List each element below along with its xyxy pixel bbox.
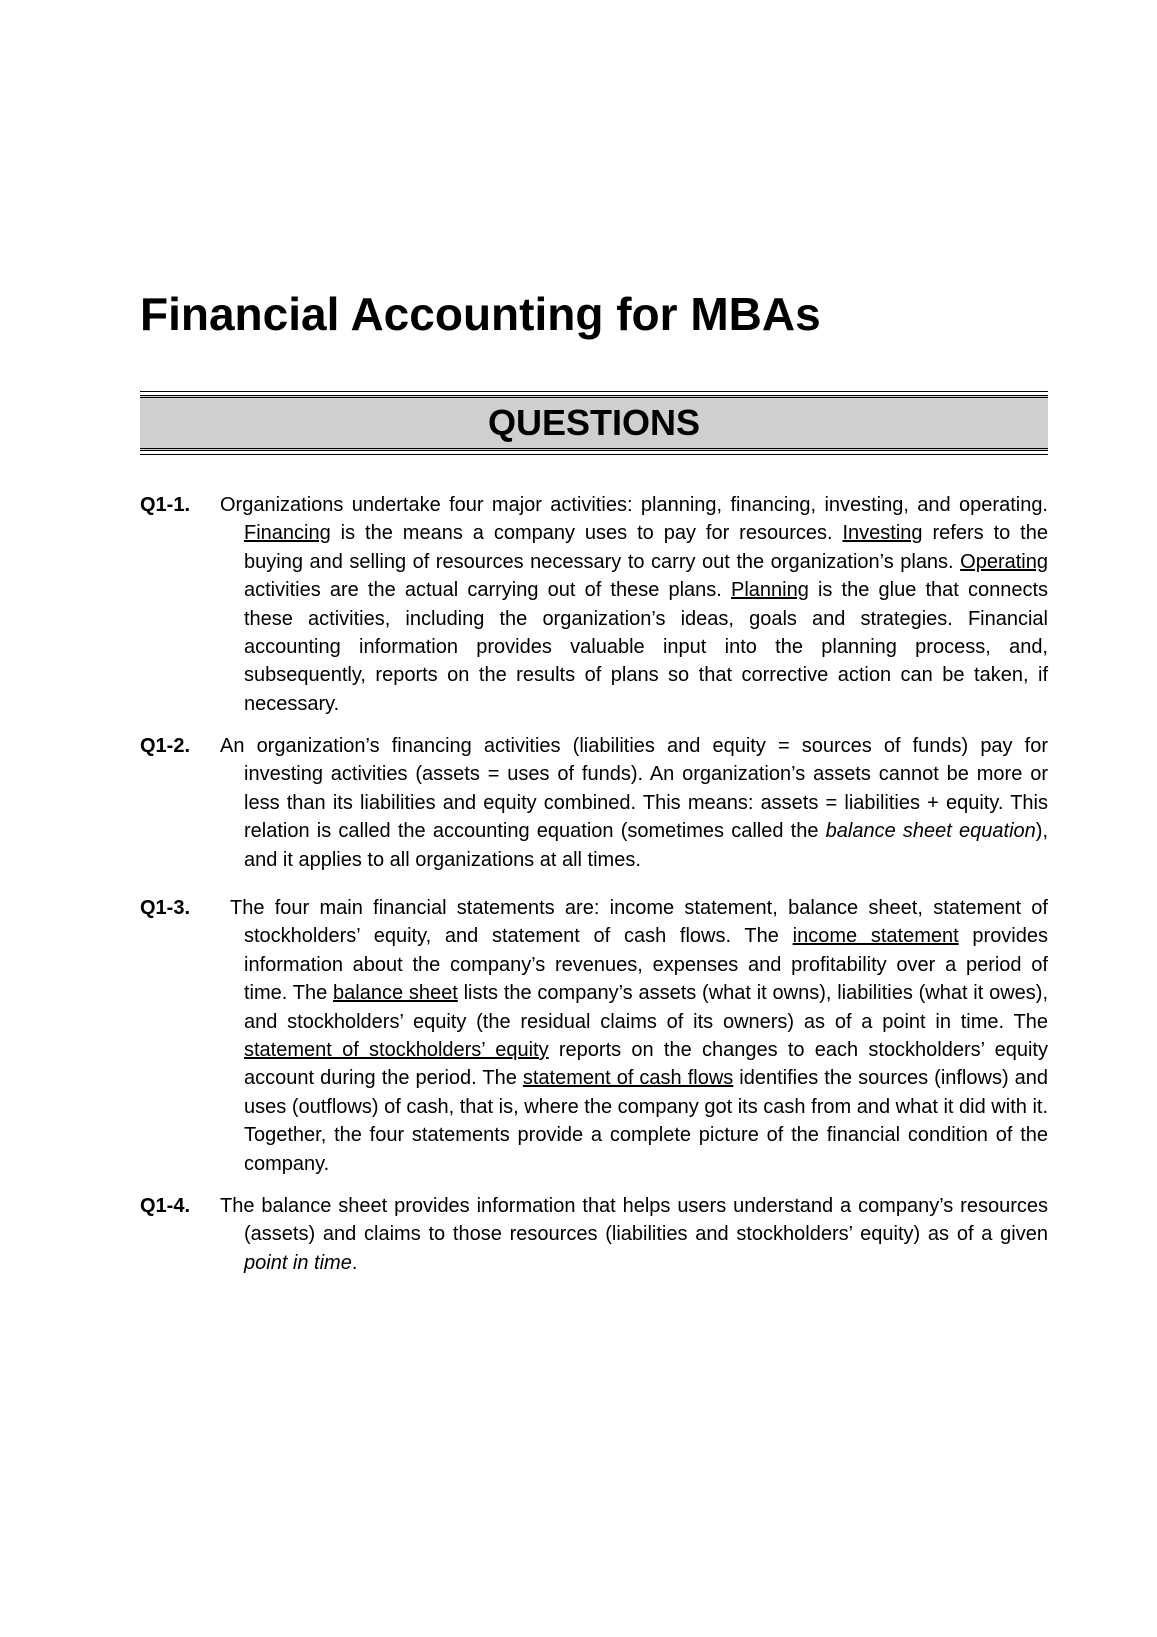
section-heading: QUESTIONS — [487, 402, 701, 443]
question-q1-1 — [140, 491, 1048, 718]
term-investing: Investing — [842, 522, 923, 545]
question-text: Organizations undertake four major activities: planning, financing, investing, and operating. Financing is the means a company uses to pay for resources. Investing refers to the buying and selling of resources necessary to carry out the organization’s plans. Operating activities are the actual carrying out of these plans. Planning is the glue that connects these activities, including the organization’s ideas, goals and strategies. Financial accounting information provides valuable input into the planning process, and, subsequently, reports on the results of plans so that corrective action can be taken, if necessary. — [220, 494, 1049, 715]
section-banner — [140, 395, 1048, 451]
term-balance-sheet-equation: balance sheet equation — [825, 820, 1036, 843]
term-statement-of-cash-flows: statement of cash flows — [522, 1067, 734, 1090]
banner-rule-bottom — [140, 454, 1048, 455]
term-financing: Financing — [244, 522, 331, 545]
term-income-statement: income statement — [792, 925, 959, 948]
term-point-in-time: point in time — [244, 1251, 352, 1274]
question-label: Q1-2. — [140, 735, 191, 757]
question-text: The balance sheet provides information that helps users understand a company’s resources (assets) and claims to those resources (liabilities and stockholders’ equity) as of a given point in time. — [220, 1195, 1048, 1274]
question-q1-4 — [140, 1192, 1048, 1277]
question-q1-2 — [140, 732, 1048, 874]
question-label: Q1-3. — [140, 897, 191, 919]
page-title: Financial Accounting for MBAs — [140, 288, 821, 340]
term-statement-of-stockholders-equity: statement of stockholders’ equity — [244, 1039, 549, 1062]
question-text: An organization’s financing activities (liabilities and equity = sources of funds) pay for investing activities (assets = uses of funds). An organization’s assets cannot be more or less than its liabilities and equity combined. This means: assets = liabilities + equity. This relation is called the accounting equation (sometimes called the balance sheet equation), and it applies to all organizations at all times. — [220, 735, 1048, 871]
term-planning: Planning — [730, 579, 809, 602]
term-balance-sheet: balance sheet — [333, 982, 458, 1005]
question-label: Q1-1. — [140, 494, 191, 516]
question-q1-3 — [140, 894, 1048, 1178]
term-operating: Operating — [960, 550, 1048, 573]
banner-rule-top — [140, 391, 1048, 392]
question-label: Q1-4. — [140, 1195, 191, 1217]
question-text: The four main financial statements are: income statement, balance sheet, statement of stockholders’ equity, and statement of cash flows. The income statement provides information about the company’s revenues, expenses and profitability over a period of time. The balance sheet lists the company’s assets (what it owns), liabilities (what it owes), and stockholders’ equity (the residual claims of its owners) as of a point in time. The statement of stockholders’ equity reports on the changes to each stockholders’ equity account during the period. The statement of cash flows identifies the sources (inflows) and uses (outflows) of cash, that is, where the company got its cash from and what it did with it. Together, the four statements provide a complete picture of the financial condition of the company. — [230, 897, 1049, 1175]
